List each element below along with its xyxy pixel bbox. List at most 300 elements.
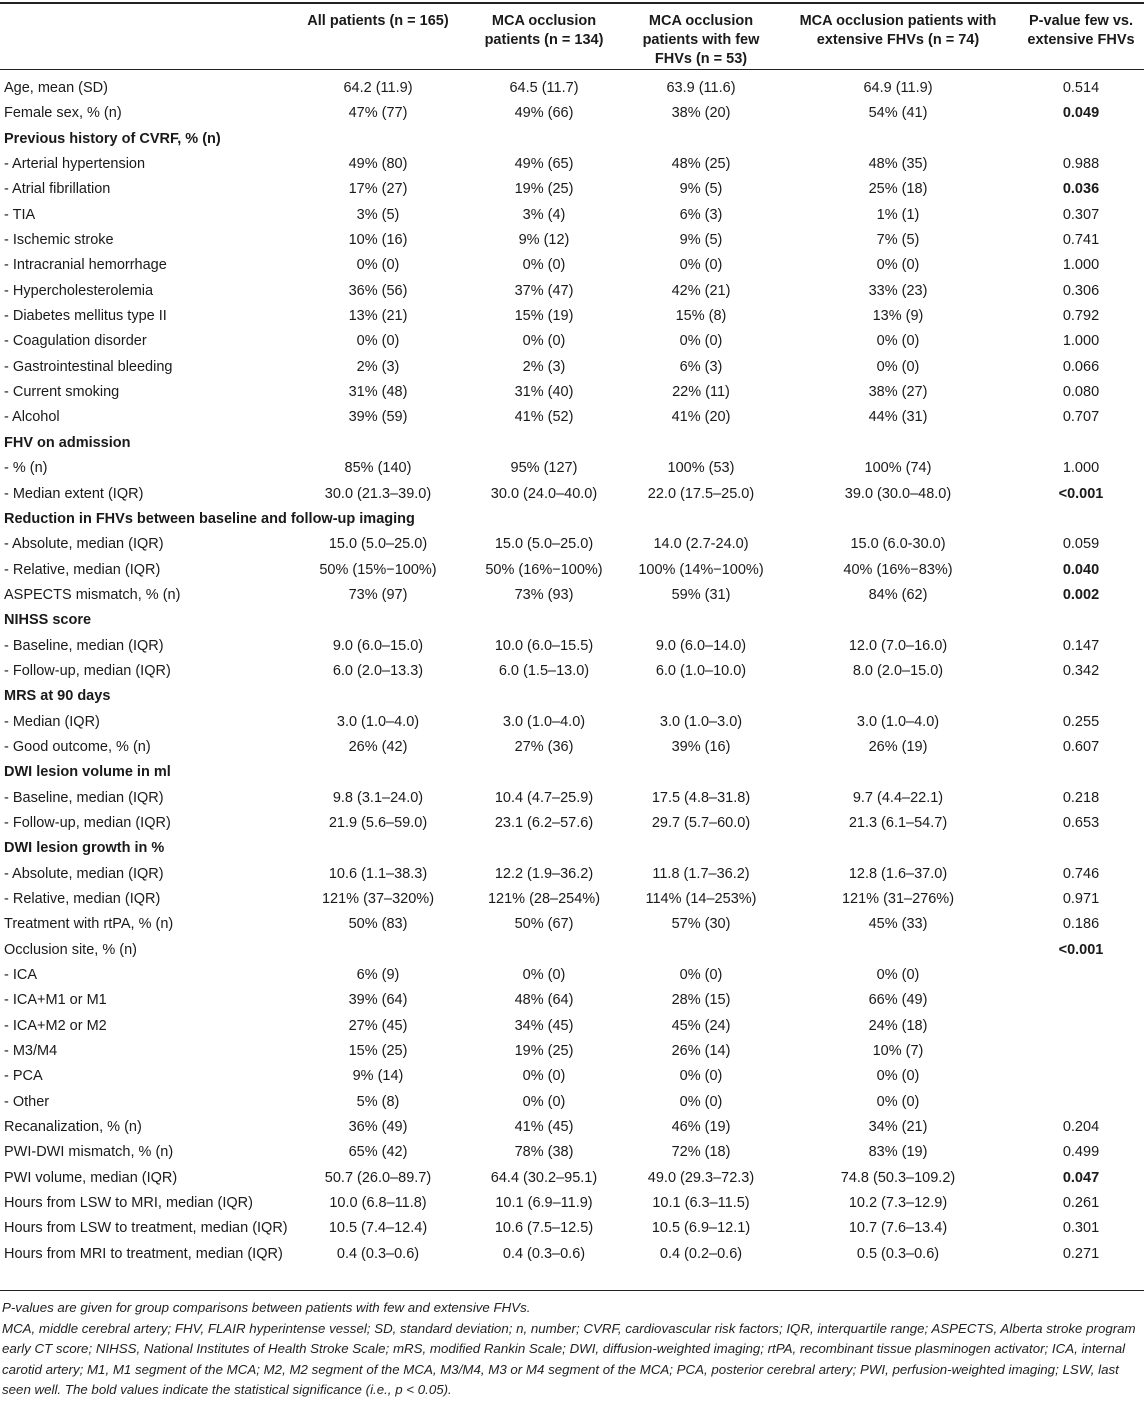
row-label: FHV on admission — [4, 434, 131, 451]
cell-all-patients: 2% (3) — [356, 358, 400, 375]
cell-few-fhvs: 57% (30) — [671, 916, 731, 933]
cell-p-value: 0.080 — [1062, 384, 1100, 401]
cell-few-fhvs: 0% (0) — [679, 257, 723, 274]
cell-mca-patients: 0% (0) — [522, 333, 566, 350]
cell-few-fhvs: 63.9 (11.6) — [666, 80, 736, 96]
cell-p-value — [1018, 760, 1144, 785]
cell-mca-patients: 78% (38) — [514, 1144, 574, 1161]
cell-mca-patients — [464, 507, 624, 532]
cell-extensive-fhvs: 84% (62) — [868, 586, 928, 603]
cell-mca-patients: 48% (64) — [514, 992, 574, 1009]
cell-mca-patients — [464, 684, 624, 709]
cell-mca-patients: 10.1 (6.9–11.9) — [495, 1195, 593, 1212]
cell-all-patients: 10% (16) — [348, 232, 408, 249]
table-row — [0, 608, 1144, 633]
row-label: - Good outcome, % (n) — [4, 738, 151, 755]
cell-mca-patients — [464, 836, 624, 861]
table-row — [0, 558, 1144, 583]
cell-extensive-fhvs: 1% (1) — [876, 206, 920, 223]
cell-extensive-fhvs — [778, 431, 1018, 456]
cell-extensive-fhvs: 54% (41) — [868, 105, 928, 122]
cell-extensive-fhvs: 38% (27) — [868, 384, 928, 401]
row-label: DWI lesion volume in ml — [4, 764, 171, 781]
cell-few-fhvs: 26% (14) — [671, 1043, 731, 1060]
cell-p-value: 0.047 — [1062, 1169, 1100, 1186]
row-label: - Intracranial hemorrhage — [4, 257, 167, 274]
cell-all-patients — [292, 938, 464, 963]
cell-few-fhvs: 11.8 (1.7–36.2) — [652, 865, 750, 882]
cell-mca-patients: 121% (28–254%) — [487, 891, 601, 907]
cell-all-patients: 50% (15%−100%) — [319, 561, 437, 578]
cell-mca-patients: 31% (40) — [514, 384, 574, 401]
cell-p-value — [1018, 684, 1144, 709]
cell-few-fhvs: 59% (31) — [671, 586, 731, 603]
table-row — [0, 1039, 1144, 1064]
cell-all-patients: 9.8 (3.1–24.0) — [332, 789, 424, 806]
cell-p-value — [1018, 431, 1144, 456]
cell-extensive-fhvs: 39.0 (30.0–48.0) — [844, 485, 952, 502]
cell-mca-patients: 3.0 (1.0–4.0) — [502, 713, 586, 730]
cell-all-patients — [292, 684, 464, 709]
row-label: - Median (IQR) — [4, 713, 100, 730]
cell-p-value: 0.261 — [1062, 1195, 1100, 1212]
row-label: - Baseline, median (IQR) — [4, 637, 164, 654]
table-row — [0, 887, 1144, 912]
row-label: - ICA — [4, 967, 38, 984]
cell-all-patients: 13% (21) — [348, 308, 408, 325]
row-label: Hours from LSW to treatment, median (IQR) — [4, 1220, 288, 1237]
cell-p-value — [1018, 127, 1144, 152]
cell-mca-patients: 0% (0) — [522, 1093, 566, 1110]
cell-p-value: 0.002 — [1062, 586, 1100, 603]
table-row — [0, 1191, 1144, 1216]
cell-extensive-fhvs: 45% (33) — [868, 916, 928, 933]
table-row — [0, 634, 1144, 659]
cell-mca-patients: 27% (36) — [514, 738, 574, 755]
cell-extensive-fhvs: 12.0 (7.0–16.0) — [848, 637, 948, 654]
cell-extensive-fhvs: 21.3 (6.1–54.7) — [848, 814, 948, 831]
cell-extensive-fhvs: 0.5 (0.3–0.6) — [856, 1245, 940, 1262]
cell-few-fhvs: 9% (5) — [679, 181, 723, 198]
table-row — [0, 938, 1144, 963]
cell-few-fhvs: 9.0 (6.0–14.0) — [655, 637, 747, 654]
cell-few-fhvs — [624, 507, 778, 532]
table-row — [0, 862, 1144, 887]
cell-few-fhvs: 3.0 (1.0–3.0) — [659, 713, 743, 730]
row-label: MRS at 90 days — [4, 688, 111, 705]
table-row — [0, 279, 1144, 304]
cell-p-value: 0.746 — [1062, 865, 1100, 882]
footnote-pvalues: P-values are given for group comparisons between patients with few and extensive FHVs. — [2, 1300, 531, 1315]
cell-few-fhvs: 14.0 (2.7-24.0) — [653, 536, 749, 553]
table-footnotes — [2, 1298, 1140, 1401]
cell-all-patients: 6.0 (2.0–13.3) — [332, 662, 424, 679]
cell-mca-patients: 9% (12) — [518, 232, 570, 249]
cell-all-patients: 121% (37–320%) — [321, 891, 435, 907]
bottom-rule — [0, 1290, 1144, 1291]
row-label: Previous history of CVRF, % (n) — [4, 130, 221, 147]
row-label: - Alcohol — [4, 409, 60, 426]
cell-p-value: 0.036 — [1062, 181, 1100, 198]
cell-few-fhvs: 72% (18) — [671, 1144, 731, 1161]
cell-extensive-fhvs: 12.8 (1.6–37.0) — [848, 865, 948, 882]
cell-few-fhvs — [624, 684, 778, 709]
cell-few-fhvs: 0% (0) — [679, 967, 723, 984]
row-label: - Other — [4, 1093, 50, 1110]
table-row — [0, 1115, 1144, 1140]
cell-extensive-fhvs: 0% (0) — [876, 1068, 920, 1085]
cell-few-fhvs: 0% (0) — [679, 1093, 723, 1110]
row-label: DWI lesion growth in % — [4, 840, 165, 857]
cell-extensive-fhvs: 15.0 (6.0-30.0) — [850, 536, 946, 553]
cell-p-value: 0.653 — [1062, 814, 1100, 831]
cell-p-value: 0.607 — [1062, 738, 1100, 755]
cell-all-patients: 9.0 (6.0–15.0) — [332, 637, 424, 654]
cell-all-patients: 39% (59) — [348, 409, 408, 426]
cell-mca-patients: 15% (19) — [514, 308, 574, 325]
table-row — [0, 811, 1144, 836]
cell-few-fhvs: 42% (21) — [671, 282, 731, 299]
table-row — [0, 684, 1144, 709]
table-row — [0, 101, 1144, 126]
cell-few-fhvs: 29.7 (5.7–60.0) — [651, 814, 751, 831]
header-few-fhvs: MCA occlusion patients with few FHVs (n = 53) — [642, 13, 760, 67]
cell-extensive-fhvs: 121% (31–276%) — [841, 891, 955, 907]
cell-few-fhvs: 22% (11) — [672, 384, 730, 401]
row-label: Reduction in FHVs between baseline and follow-up imaging — [4, 510, 415, 527]
cell-mca-patients — [464, 431, 624, 456]
table-row — [0, 1064, 1144, 1089]
cell-extensive-fhvs: 13% (9) — [872, 308, 924, 325]
cell-p-value — [1018, 1064, 1144, 1089]
cell-p-value: 0.186 — [1062, 916, 1100, 933]
cell-few-fhvs: 22.0 (17.5–25.0) — [647, 485, 755, 502]
cell-mca-patients: 50% (16%−100%) — [485, 561, 603, 578]
table-row — [0, 329, 1144, 354]
row-label: Recanalization, % (n) — [4, 1119, 142, 1136]
cell-extensive-fhvs — [778, 938, 1018, 963]
cell-extensive-fhvs — [778, 836, 1018, 861]
cell-few-fhvs: 45% (24) — [671, 1017, 731, 1034]
cell-few-fhvs — [624, 608, 778, 633]
row-label: Female sex, % (n) — [4, 105, 122, 122]
cell-mca-patients: 15.0 (5.0–25.0) — [494, 536, 594, 553]
cell-all-patients: 5% (8) — [356, 1093, 400, 1110]
row-label: - TIA — [4, 206, 36, 223]
cell-extensive-fhvs: 0% (0) — [876, 967, 920, 984]
table-row — [0, 659, 1144, 684]
row-label: - PCA — [4, 1068, 43, 1085]
row-label: PWI-DWI mismatch, % (n) — [4, 1144, 174, 1161]
cell-few-fhvs: 49.0 (29.3–72.3) — [647, 1169, 755, 1186]
cell-few-fhvs: 46% (19) — [671, 1119, 731, 1136]
table-row — [0, 253, 1144, 278]
cell-p-value: 0.049 — [1062, 105, 1100, 122]
table-row — [0, 760, 1144, 785]
cell-mca-patients: 30.0 (24.0–40.0) — [490, 485, 598, 502]
cell-few-fhvs: 38% (20) — [671, 105, 731, 122]
cell-mca-patients: 41% (52) — [514, 409, 574, 426]
row-label: - Hypercholesterolemia — [4, 282, 154, 299]
cell-extensive-fhvs: 44% (31) — [868, 409, 928, 426]
row-label: Age, mean (SD) — [4, 80, 108, 96]
cell-all-patients: 47% (77) — [348, 105, 408, 122]
cell-mca-patients: 0% (0) — [522, 257, 566, 274]
cell-few-fhvs — [624, 127, 778, 152]
table-row — [0, 988, 1144, 1013]
cell-mca-patients — [464, 760, 624, 785]
cell-few-fhvs: 48% (25) — [671, 156, 731, 173]
cell-few-fhvs: 10.5 (6.9–12.1) — [651, 1220, 751, 1237]
cell-extensive-fhvs: 66% (49) — [868, 992, 928, 1009]
cell-p-value: 0.040 — [1062, 561, 1100, 578]
cell-p-value: 0.707 — [1062, 409, 1100, 426]
table-row — [0, 70, 1144, 102]
row-label: Hours from LSW to MRI, median (IQR) — [4, 1195, 253, 1212]
cell-p-value: 1.000 — [1062, 257, 1100, 274]
cell-mca-patients — [464, 938, 624, 963]
cell-extensive-fhvs: 9.7 (4.4–22.1) — [852, 789, 944, 806]
cell-p-value: <0.001 — [1058, 941, 1104, 958]
cell-p-value — [1018, 608, 1144, 633]
cell-p-value: 1.000 — [1062, 460, 1100, 477]
row-label: - % (n) — [4, 460, 48, 477]
header-mca-patients: MCA occlusion patients (n = 134) — [484, 13, 604, 48]
cell-all-patients: 26% (42) — [348, 738, 408, 755]
cell-all-patients: 30.0 (21.3–39.0) — [324, 485, 432, 502]
cell-p-value: 0.514 — [1062, 80, 1100, 96]
cell-extensive-fhvs: 10.7 (7.6–13.4) — [848, 1220, 948, 1237]
table-row — [0, 1090, 1144, 1115]
cell-all-patients: 10.5 (7.4–12.4) — [328, 1220, 428, 1237]
cell-all-patients: 15.0 (5.0–25.0) — [328, 536, 428, 553]
table-row — [0, 405, 1144, 430]
cell-few-fhvs: 41% (20) — [671, 409, 731, 426]
cell-mca-patients: 0.4 (0.3–0.6) — [502, 1245, 586, 1262]
row-label: Hours from MRI to treatment, median (IQR) — [4, 1245, 283, 1262]
cell-extensive-fhvs: 34% (21) — [868, 1119, 928, 1136]
cell-extensive-fhvs: 74.8 (50.3–109.2) — [840, 1169, 956, 1186]
cell-mca-patients: 10.0 (6.0–15.5) — [494, 637, 594, 654]
cell-p-value: 0.741 — [1062, 232, 1100, 249]
row-label: - Gastrointestinal bleeding — [4, 358, 173, 375]
row-label: Treatment with rtPA, % (n) — [4, 916, 174, 933]
cell-p-value: 0.792 — [1062, 308, 1100, 325]
cell-extensive-fhvs — [778, 608, 1018, 633]
cell-all-patients: 3.0 (1.0–4.0) — [336, 713, 420, 730]
table-row — [0, 355, 1144, 380]
cell-extensive-fhvs: 25% (18) — [868, 181, 928, 198]
cell-all-patients: 36% (56) — [348, 282, 408, 299]
cell-mca-patients: 34% (45) — [514, 1017, 574, 1034]
cell-all-patients: 9% (14) — [352, 1068, 404, 1085]
cell-mca-patients: 0% (0) — [522, 967, 566, 984]
cell-extensive-fhvs: 3.0 (1.0–4.0) — [856, 713, 940, 730]
cell-p-value: 0.342 — [1062, 662, 1100, 679]
cell-mca-patients — [464, 127, 624, 152]
cell-all-patients: 10.6 (1.1–38.3) — [328, 865, 428, 882]
cell-all-patients: 49% (80) — [348, 156, 408, 173]
cell-mca-patients: 95% (127) — [510, 460, 578, 477]
cell-p-value — [1018, 507, 1144, 532]
cell-p-value: 0.218 — [1062, 789, 1100, 806]
table-row — [0, 963, 1144, 988]
table-row — [0, 380, 1144, 405]
cell-p-value: 1.000 — [1062, 333, 1100, 350]
header-p-value: P-value few vs. extensive FHVs — [1027, 13, 1135, 48]
row-label: - Atrial fibrillation — [4, 181, 111, 198]
cell-p-value — [1018, 963, 1144, 988]
cell-few-fhvs: 0.4 (0.2–0.6) — [659, 1245, 743, 1262]
cell-all-patients — [292, 836, 464, 861]
cell-p-value: 0.059 — [1062, 536, 1100, 553]
cell-all-patients: 65% (42) — [348, 1144, 408, 1161]
cell-all-patients: 50% (83) — [348, 916, 408, 933]
table-row — [0, 1166, 1144, 1191]
row-label: - Relative, median (IQR) — [4, 561, 161, 578]
row-label: - ICA+M1 or M1 — [4, 992, 107, 1009]
row-label: - Baseline, median (IQR) — [4, 789, 164, 806]
table-row — [0, 735, 1144, 760]
cell-extensive-fhvs: 100% (74) — [864, 460, 932, 477]
cell-all-patients: 73% (97) — [348, 586, 408, 603]
table-row — [0, 482, 1144, 507]
row-label: - Coagulation disorder — [4, 333, 147, 350]
cell-mca-patients: 12.2 (1.9–36.2) — [494, 865, 594, 882]
cell-p-value — [1018, 1039, 1144, 1064]
cell-extensive-fhvs: 0% (0) — [876, 257, 920, 274]
table-row — [0, 127, 1144, 152]
cell-all-patients — [292, 760, 464, 785]
cell-mca-patients: 49% (65) — [514, 156, 574, 173]
table-row — [0, 228, 1144, 253]
cell-p-value — [1018, 1090, 1144, 1115]
cell-extensive-fhvs: 83% (19) — [868, 1144, 928, 1161]
cell-extensive-fhvs: 24% (18) — [868, 1017, 928, 1034]
cell-mca-patients: 23.1 (6.2–57.6) — [494, 814, 594, 831]
cell-p-value — [1018, 836, 1144, 861]
row-label: PWI volume, median (IQR) — [4, 1169, 178, 1186]
cell-all-patients: 50.7 (26.0–89.7) — [324, 1169, 432, 1186]
cell-p-value — [1018, 1014, 1144, 1039]
cell-few-fhvs: 6.0 (1.0–10.0) — [655, 662, 747, 679]
row-label: ASPECTS mismatch, % (n) — [4, 586, 181, 603]
results-table — [0, 4, 1144, 1267]
row-label: - Median extent (IQR) — [4, 485, 144, 502]
cell-mca-patients: 64.5 (11.7) — [509, 80, 579, 96]
cell-few-fhvs: 6% (3) — [679, 358, 723, 375]
cell-few-fhvs: 17.5 (4.8–31.8) — [651, 789, 751, 806]
cell-all-patients: 36% (49) — [348, 1119, 408, 1136]
table-row — [0, 710, 1144, 735]
cell-extensive-fhvs — [778, 507, 1018, 532]
row-label: - Relative, median (IQR) — [4, 891, 161, 907]
table-row — [0, 152, 1144, 177]
cell-extensive-fhvs: 10.2 (7.3–12.9) — [848, 1195, 948, 1212]
cell-mca-patients: 0% (0) — [522, 1068, 566, 1085]
cell-mca-patients: 10.6 (7.5–12.5) — [494, 1220, 594, 1237]
cell-few-fhvs: 100% (53) — [667, 460, 735, 477]
cell-few-fhvs: 100% (14%−100%) — [638, 561, 764, 578]
cell-all-patients: 27% (45) — [348, 1017, 408, 1034]
cell-all-patients: 0.4 (0.3–0.6) — [336, 1245, 420, 1262]
cell-mca-patients: 37% (47) — [514, 282, 574, 299]
cell-extensive-fhvs: 48% (35) — [868, 156, 928, 173]
cell-few-fhvs: 28% (15) — [671, 992, 731, 1009]
cell-p-value: 0.499 — [1062, 1144, 1100, 1161]
cell-extensive-fhvs: 0% (0) — [876, 333, 920, 350]
row-label: - Absolute, median (IQR) — [4, 865, 164, 882]
cell-mca-patients: 41% (45) — [514, 1119, 574, 1136]
row-label: - M3/M4 — [4, 1043, 58, 1060]
table-row — [0, 203, 1144, 228]
cell-few-fhvs: 39% (16) — [671, 738, 731, 755]
header-extensive-fhvs: MCA occlusion patients with extensive FHVs (n = 74) — [799, 13, 997, 48]
table-row — [0, 1140, 1144, 1165]
cell-p-value: 0.204 — [1062, 1119, 1100, 1136]
table-row — [0, 1014, 1144, 1039]
cell-all-patients: 39% (64) — [348, 992, 408, 1009]
cell-few-fhvs: 0% (0) — [679, 333, 723, 350]
table-row — [0, 836, 1144, 861]
row-label: - Current smoking — [4, 384, 120, 401]
cell-mca-patients: 19% (25) — [514, 1043, 574, 1060]
cell-mca-patients: 19% (25) — [514, 181, 574, 198]
cell-mca-patients: 10.4 (4.7–25.9) — [494, 789, 594, 806]
cell-all-patients: 31% (48) — [348, 384, 408, 401]
cell-all-patients: 0% (0) — [356, 257, 400, 274]
table-row — [0, 1242, 1144, 1267]
cell-few-fhvs: 9% (5) — [679, 232, 723, 249]
cell-extensive-fhvs — [778, 127, 1018, 152]
cell-all-patients: 21.9 (5.6–59.0) — [328, 814, 428, 831]
table-row — [0, 583, 1144, 608]
row-label: - Ischemic stroke — [4, 232, 114, 249]
cell-mca-patients: 6.0 (1.5–13.0) — [498, 662, 590, 679]
cell-p-value: 0.271 — [1062, 1245, 1100, 1262]
cell-extensive-fhvs: 0% (0) — [876, 1093, 920, 1110]
cell-few-fhvs: 6% (3) — [679, 206, 723, 223]
cell-few-fhvs — [624, 836, 778, 861]
cell-extensive-fhvs: 8.0 (2.0–15.0) — [852, 662, 944, 679]
cell-few-fhvs: 10.1 (6.3–11.5) — [652, 1195, 750, 1212]
cell-p-value: 0.255 — [1062, 713, 1100, 730]
cell-p-value: <0.001 — [1058, 485, 1104, 502]
row-label: - Diabetes mellitus type II — [4, 308, 167, 325]
cell-few-fhvs: 114% (14–253%) — [645, 891, 757, 907]
cell-all-patients: 0% (0) — [356, 333, 400, 350]
row-label: - Arterial hypertension — [4, 156, 146, 173]
cell-extensive-fhvs: 64.9 (11.9) — [863, 80, 933, 96]
cell-extensive-fhvs: 7% (5) — [876, 232, 920, 249]
table-row — [0, 177, 1144, 202]
row-label: - ICA+M2 or M2 — [4, 1017, 107, 1034]
cell-few-fhvs — [624, 760, 778, 785]
cell-few-fhvs — [624, 431, 778, 456]
row-label: - Absolute, median (IQR) — [4, 536, 164, 553]
table-row — [0, 1216, 1144, 1241]
cell-all-patients: 3% (5) — [356, 206, 400, 223]
row-label: NIHSS score — [4, 612, 92, 629]
cell-extensive-fhvs — [778, 760, 1018, 785]
cell-few-fhvs: 0% (0) — [679, 1068, 723, 1085]
cell-extensive-fhvs: 33% (23) — [868, 282, 928, 299]
table-row — [0, 304, 1144, 329]
cell-all-patients: 85% (140) — [344, 460, 412, 477]
table-row — [0, 456, 1144, 481]
cell-all-patients — [292, 431, 464, 456]
table-row — [0, 507, 1144, 532]
